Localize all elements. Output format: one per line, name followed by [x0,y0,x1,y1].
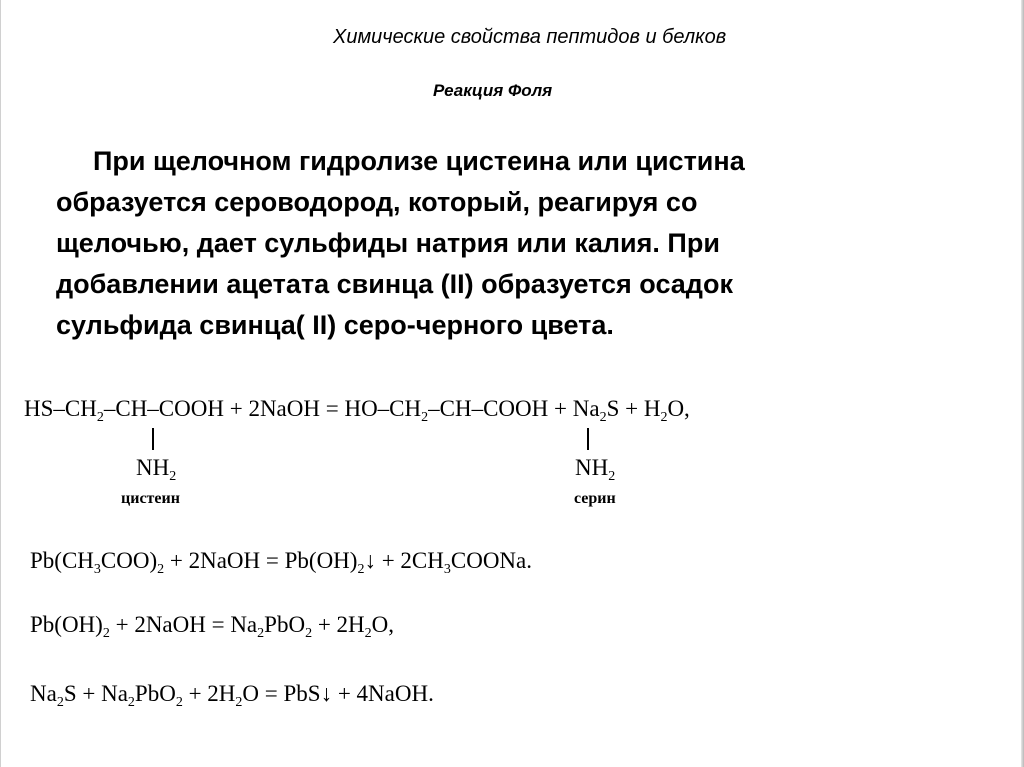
paragraph-line-2: образуется сероводород, который, реагируя со [56,187,698,217]
bond-line-cysteine [152,428,154,450]
equation-lead-hydroxide: $Pb(OH)_2$ + 2NaOH = $Na_2PbO_2 + 2H_2O$, [30,612,395,641]
paragraph-line-1: При щелочном гидролизе цистеина или цистина [93,146,745,176]
caption-cysteine: цистеин [121,490,180,507]
equation-lead-acetate: $Pb(CH_3COO)_2$ + 2NaOH = $Pb(OH)_2↓$ + $2CH_3COONa$. [30,548,533,577]
slide-subtitle: Реакция Фоля [433,81,553,100]
paragraph-line-3: щелочью, дает сульфиды натрия или калия. При [56,228,720,258]
equation-lead-sulfide: $Na_2S + Na_2PbO_2 + 2H_2O$ = PbS↓ + 4NaOH. [30,681,434,710]
description-paragraph [56,141,956,346]
caption-serine: серин [574,490,616,507]
equation-cysteine-hydrolysis: $HS-CH_2-CH$–COOH + 2NaOH = $HO-CH_2-CH$–COOH + $Na_2S + H_2O$, [24,396,690,425]
slide-title: Химические свойства пептидов и белков [333,26,727,48]
amino-group-cysteine: $NH_2$ [136,455,177,484]
paragraph-line-5: сульфида свинца( II) серо-черного цвета. [56,310,614,340]
paragraph-line-4: добавлении ацетата свинца (II) образуется осадок [56,269,733,299]
slide-left-edge [0,0,1,767]
bond-line-serine [587,428,589,450]
amino-group-serine: $NH_2$ [575,455,616,484]
